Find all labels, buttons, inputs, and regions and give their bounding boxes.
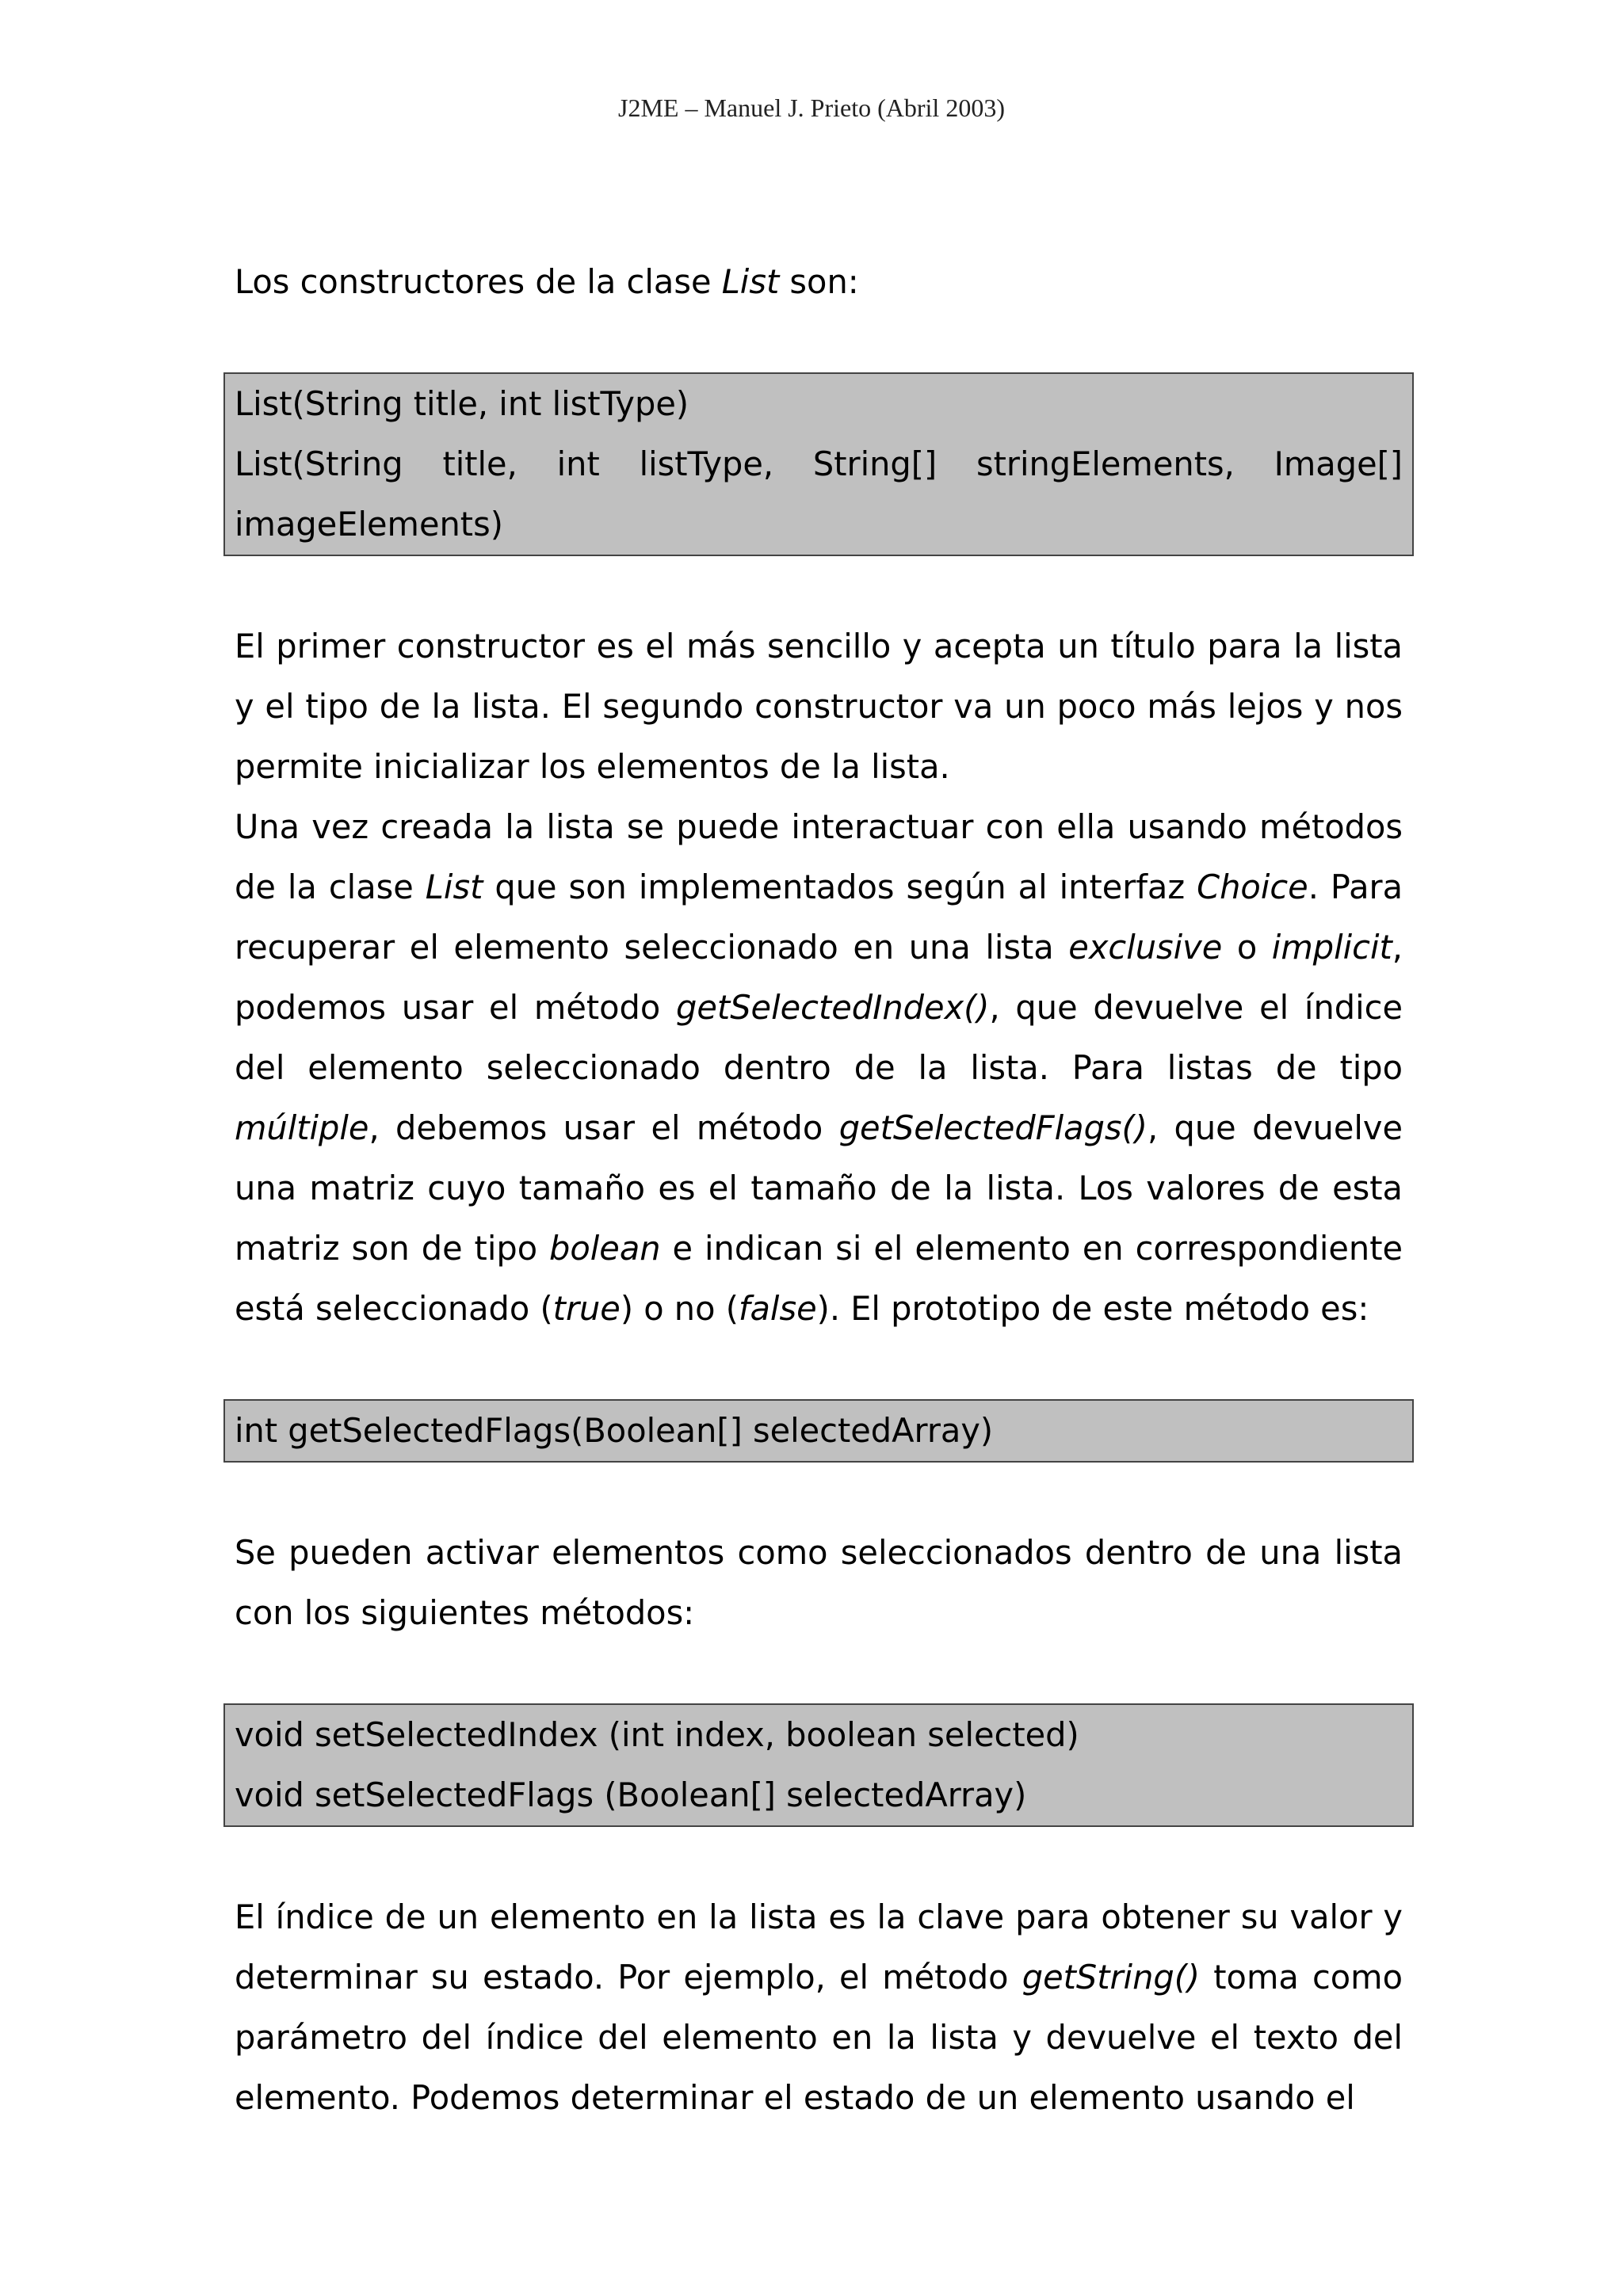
paragraph-list-constructors-intro: Los constructores de la clase List son: xyxy=(235,262,859,301)
code-line: List(String title, int listType, String[] stringElements, Image[] xyxy=(235,444,1403,483)
code-line: imageElements) xyxy=(235,505,503,543)
code-line: void setSelectedFlags (Boolean[] selectedArray) xyxy=(235,1775,1027,1814)
paragraph-list-methods: Una vez creada la lista se puede interactuar con ella usando métodos de la clase List que son implementados según al interfaz Choice. Para recuperar el elemento seleccionado en una lista exclusive o implicit, podemos usar el método getSelectedIndex(), que devuelve el índice del elemento seleccionado dentro de la lista. Para listas de tipo múltiple, debemos usar el método getSelectedFlags(), que devuelve una matriz cuyo tamaño es el tamaño de la lista. Los valores de esta matriz son de tipo bolean e indican si el elemento en correspondiente está seleccionado (true) o no (false). El prototipo de este método es: xyxy=(235,807,1403,1328)
page-content xyxy=(235,252,1403,2128)
code-line: void setSelectedIndex (int index, boolean selected) xyxy=(235,1715,1079,1754)
code-box-list-constructors xyxy=(223,372,1414,556)
code-line: int getSelectedFlags(Boolean[] selectedArray) xyxy=(235,1411,994,1450)
code-line: List(String title, int listType) xyxy=(235,384,689,423)
code-box-set-selected-methods xyxy=(223,1703,1414,1827)
page-header: J2ME – Manuel J. Prieto (Abril 2003) xyxy=(618,93,1005,122)
paragraph-element-index: El índice de un elemento en la lista es la clave para obtener su valor y determinar su estado. Por ejemplo, el método getString() toma como parámetro del índice del elemento en la lista y devuelve el texto del elemento. Podemos determinar el estado de un elemento usando el xyxy=(235,1897,1403,2117)
code-box-get-selected-flags xyxy=(223,1399,1414,1463)
paragraph-constructors-explained: El primer constructor es el más sencillo y acepta un título para la lista y el tipo de la lista. El segundo constructor va un poco más lejos y nos permite inicializar los elementos de la lista. xyxy=(235,627,1403,786)
paragraph-set-selected-intro: Se pueden activar elementos como seleccionados dentro de una lista con los siguientes métodos: xyxy=(235,1533,1403,1632)
